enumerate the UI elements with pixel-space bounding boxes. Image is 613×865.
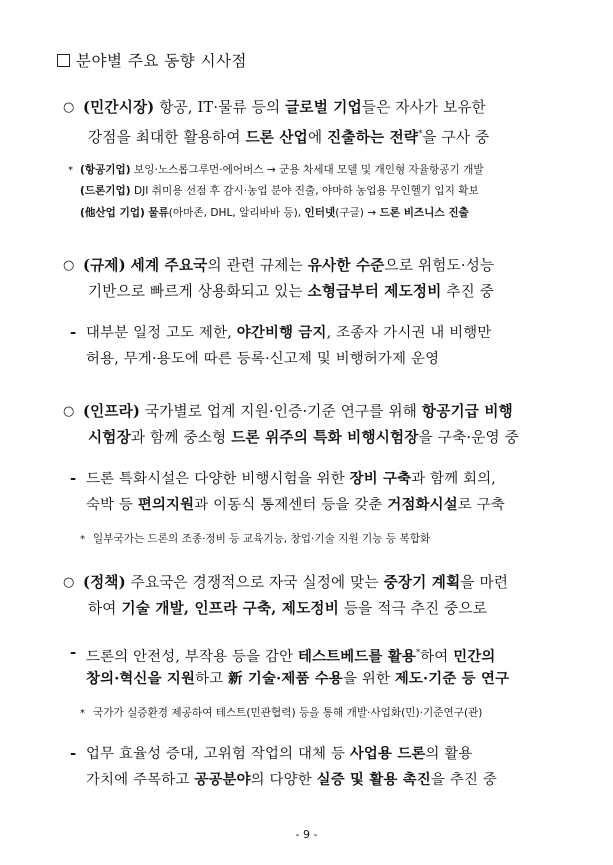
paragraph-line xyxy=(83,256,494,276)
paragraph-line xyxy=(86,744,473,764)
emphasis-text: 드론 산업 xyxy=(245,129,308,146)
text-run: 의 활용 xyxy=(425,746,473,762)
paragraph-line xyxy=(86,643,496,667)
text-run: 등을 적극 추진 중으로 xyxy=(339,600,488,617)
emphasis-text: 창의·혁신을 지원 xyxy=(86,670,196,687)
text-run: 드론 특화시설은 다양한 비행시험을 위한 xyxy=(86,471,350,487)
text-run: 로 구축 xyxy=(457,497,505,513)
paragraph-line xyxy=(88,428,519,448)
text-run: 가치에 주목하고 xyxy=(86,772,195,788)
page-number: - 9 - xyxy=(295,828,318,841)
paragraph-line xyxy=(86,495,505,515)
note-line xyxy=(80,184,479,199)
emphasis-text: 인터넷 xyxy=(304,207,336,219)
emphasis-text: 테스트베드를 활용 xyxy=(297,648,416,665)
text-run: 을 추진 중 xyxy=(430,772,497,788)
note-line xyxy=(80,206,469,221)
emphasis-text: 민간의 xyxy=(453,648,496,665)
emphasis-text: 편의지원 xyxy=(137,496,195,513)
paragraph-line xyxy=(88,124,489,148)
note-label: (항공기업) xyxy=(80,164,131,176)
section-heading xyxy=(57,49,247,71)
emphasis-text: 기술 개발, 인프라 구축, 제도정비 xyxy=(121,600,339,617)
emphasis-text: 항공기급 비행 xyxy=(421,403,513,420)
text-run: 국가별로 업계 지원·인증·기준 연구를 위해 xyxy=(140,403,422,420)
text-run: (구글) → xyxy=(335,207,380,219)
text-run: 들은 자사가 보유한 xyxy=(361,99,486,116)
star-bullet-icon: * xyxy=(80,708,85,719)
text-run: 을 구사 중 xyxy=(422,129,490,146)
text-run: 업무 효율성 증대, 고위험 작업의 대체 등 xyxy=(86,746,350,762)
emphasis-text: 시험장 xyxy=(88,429,131,446)
footnote-marker: * xyxy=(416,648,421,657)
paragraph-line xyxy=(88,282,494,302)
text-run: DJI 취미용 선점 후 감시·농업 분야 진출, 야마하 농업용 무인헬기 입지 확보 xyxy=(130,185,479,197)
emphasis-text: 진출하는 전략 xyxy=(327,129,419,146)
text-run: 항공, IT·물류 등의 xyxy=(154,99,286,116)
paragraph-line xyxy=(86,349,439,369)
note-label: (드론기업) xyxy=(80,185,131,197)
text-run: 을 위한 xyxy=(342,671,395,687)
star-bullet-icon: * xyxy=(68,165,73,176)
emphasis-text: 실증 및 활용 촉진 xyxy=(316,771,431,788)
emphasis-text: 중장기 계획 xyxy=(383,574,461,591)
paragraph-line xyxy=(86,770,497,790)
text-run: 과 함께 회의, xyxy=(411,471,497,487)
text-run: 드론의 안전성, 부작용 등을 감안 xyxy=(86,649,298,665)
emphasis-text: 제도·기준 등 연구 xyxy=(394,670,510,687)
emphasis-text: 소형급부터 제도정비 xyxy=(307,283,442,300)
text-run: 을 마련 xyxy=(460,574,509,591)
emphasis-text: 유사한 수준 xyxy=(307,257,385,274)
emphasis-text: 세계 주요국 xyxy=(130,257,208,274)
text-run: , 조종자 가시권 내 비행만 xyxy=(326,325,492,341)
emphasis-text: 야간비행 금지 xyxy=(236,324,327,341)
text-run: 추진 중 xyxy=(441,283,495,300)
text-run: 의 다양한 xyxy=(250,772,317,788)
note-line xyxy=(80,163,484,178)
dash-bullet-icon: - xyxy=(70,469,77,487)
topic-label: (인프라) xyxy=(83,403,141,420)
text-run: 을 구축·운영 중 xyxy=(418,429,519,446)
text-run: 숙박 등 xyxy=(86,497,138,513)
text-run: 하여 xyxy=(88,600,122,617)
circle-bullet-icon: ○ xyxy=(63,404,75,419)
text-run: 허용, 무게·용도에 따른 등록·신고제 및 비행허가제 운영 xyxy=(86,351,440,367)
emphasis-text: 드론 위주의 특화 비행시험장 xyxy=(231,429,419,446)
text-run: 강점을 최대한 활용하여 xyxy=(88,129,246,146)
text-run: 하고 xyxy=(195,671,229,687)
text-run: 과 이동식 통제센터 등을 갖춘 xyxy=(194,497,388,513)
dash-bullet-icon: - xyxy=(70,643,77,661)
note-line: 일부국가는 드론의 조종·정비 등 교육기능, 창업·기술 지원 기능 등 복합화 xyxy=(93,533,431,545)
emphasis-text: 공공분야 xyxy=(194,771,251,788)
text-run: 과 함께 중소형 xyxy=(130,429,232,446)
paragraph-line xyxy=(86,669,509,689)
text-run: 에 xyxy=(307,129,328,146)
paragraph-line xyxy=(86,469,496,489)
emphasis-text: 글로벌 기업 xyxy=(285,99,362,116)
emphasis-text: 물류 xyxy=(148,207,169,219)
circle-bullet-icon: ○ xyxy=(63,258,75,273)
text-run: 하여 xyxy=(420,649,454,665)
paragraph-line xyxy=(83,98,486,118)
square-box-icon xyxy=(57,54,70,67)
emphasis-text: 드론 비즈니스 진출 xyxy=(379,207,469,219)
section-heading-text: 분야별 주요 동향 시사점 xyxy=(76,52,248,70)
paragraph-line xyxy=(83,573,508,593)
text-run: 대부분 일정 고도 제한, xyxy=(86,325,237,341)
text-run: (아마존, DHL, 알리바바 등), xyxy=(168,207,305,219)
circle-bullet-icon: ○ xyxy=(63,575,75,590)
emphasis-text: 新 기술·제품 수용 xyxy=(228,670,343,687)
note-label: (他산업 기업) xyxy=(80,207,145,219)
paragraph-line xyxy=(83,402,513,422)
dash-bullet-icon: - xyxy=(70,323,77,341)
note-line: 국가가 실증환경 제공하여 테스트(민관협력) 등을 통해 개발·사업화(민)·기준연구(관) xyxy=(93,707,483,719)
emphasis-text: 장비 구축 xyxy=(349,470,412,487)
text-run: 주요국은 경쟁적으로 자국 실정에 맞는 xyxy=(125,574,384,591)
topic-label: (정책) xyxy=(83,574,126,591)
paragraph-line xyxy=(86,323,492,343)
text-run: 의 관련 규제는 xyxy=(207,257,308,274)
star-bullet-icon: * xyxy=(80,534,85,545)
text-run: 보잉·노스롭그루먼·에어버스 → 군용 차세대 모델 및 개인형 자율항공기 개발 xyxy=(130,164,484,176)
text-run: 으로 위험도·성능 xyxy=(384,257,495,274)
emphasis-text: 사업용 드론 xyxy=(349,745,426,762)
dash-bullet-icon: - xyxy=(70,744,77,762)
circle-bullet-icon: ○ xyxy=(63,100,75,115)
footnote-marker: * xyxy=(418,129,423,138)
topic-label: (규제) xyxy=(83,257,126,274)
paragraph-line xyxy=(88,599,487,619)
emphasis-text: 거점화시설 xyxy=(387,496,458,513)
text-run: 기반으로 빠르게 상용화되고 있는 xyxy=(88,283,308,300)
topic-label: (민간시장) xyxy=(83,99,155,116)
